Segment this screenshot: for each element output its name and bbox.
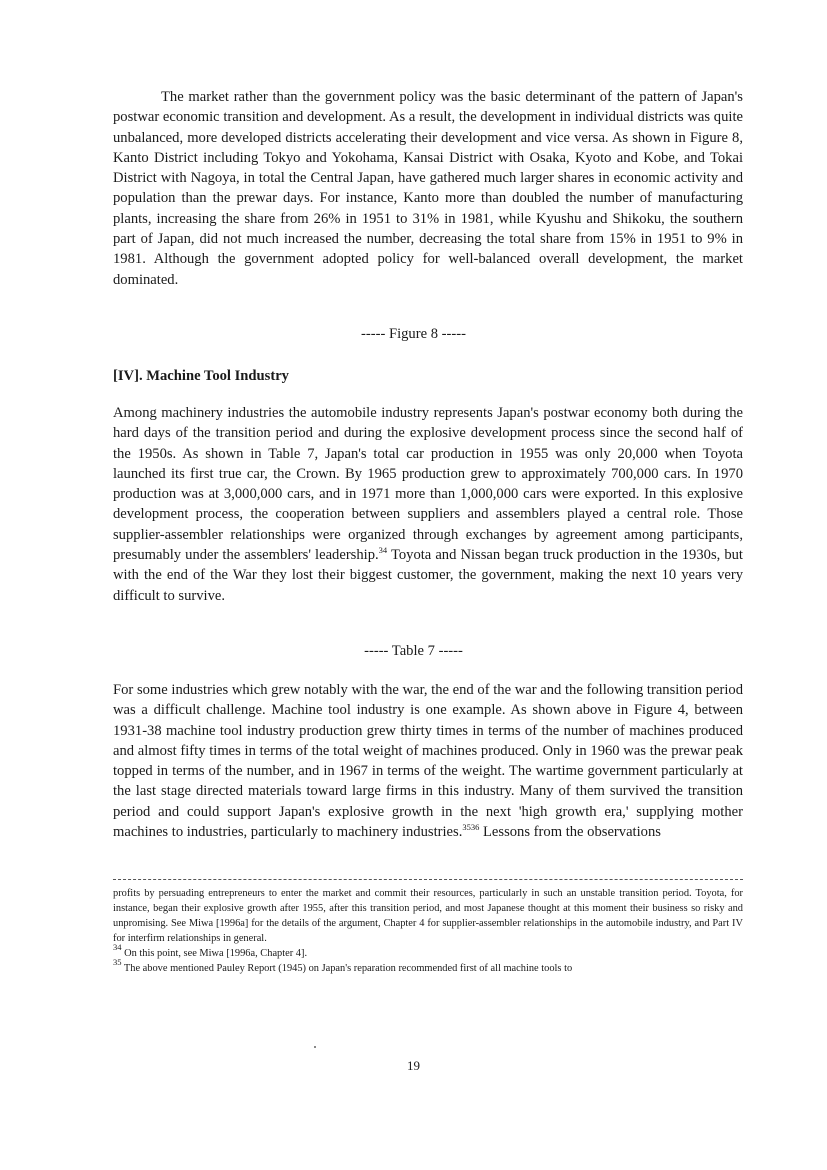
paragraph-text: The market rather than the government policy was the basic determinant of the pattern of Japan's postwar economic transition and development. As a result, the development in individual districts was quite unbalanced, more developed districts accelerating their development and vice versa. As shown in Figure 8, Kanto District including Tokyo and Yokohama, Kansai District with Osaka, Kyoto and Kobe, and Tokai District with Nagoya, in total the Central Japan, have gathered much larger shares in economic activity and population than the prewar days. For instance, Kanto more than doubled the number of manufacturing plants, increasing the share from 26% in 1951 to 31% in 1981, while Kyushu and Shikoku, the southern part of Japan, did not much increased the number, decreasing the total share from 15% in 1951 to 9% in 1981. Although the government adopted policy for well-balanced overall development, the market dominated. [113, 89, 743, 288]
footnote-number: 35 [113, 956, 122, 967]
table-7-placeholder: ----- Table 7 ----- [364, 643, 463, 659]
page-number: 19 [407, 1058, 420, 1073]
footnote-ref-35-36: 3536 [462, 822, 480, 833]
paragraph-text: For some industries which grew notably with the war, the end of the war and the following transition period was a difficult challenge. Machine tool industry is one example. As shown above in Figure 4, between 1931-38 machine tool industry production grew thirty times in terms of the number of machines produced and almost fifty times in terms of the total weight of machines produced. Only in 1960 was the prewar peak topped in terms of the number, and in 1967 in terms of the weight. The wartime government particularly at the last stage directed materials toward large firms in this industry. Many of them survived the transition period and could support Japan's explosive growth in the next 'high growth era,' supplying mother machines to industries, particularly to machinery industries. [113, 682, 743, 841]
footnote-ref-34: 34 [378, 545, 388, 556]
body-paragraph-automobile [113, 403, 743, 606]
footnote-number: 34 [113, 941, 122, 952]
footnote-text: On this point, see Miwa [1996a, Chapter 4]. [121, 947, 308, 959]
scan-speck [314, 1046, 316, 1048]
footnote-continuation: profits by persuading entrepreneurs to enter the market and commit their resources, particularly in such an unstable transition period. Toyota, for instance, began their explosive growth after 1955, after this transition period, and most Japanese thought at this moment their business so risky and unpromising. See Miwa [1996a] for the details of the argument, Chapter 4 for supplier-assembler relationships in the automobile industry, and Part IV for interfirm relationships in general. [113, 888, 743, 944]
body-paragraph-market [113, 87, 743, 290]
footnote-34 [113, 941, 743, 962]
footnotes [113, 887, 743, 976]
body-paragraph-machine-tool [113, 680, 743, 842]
footnote-text: The above mentioned Pauley Report (1945) on Japan's reparation recommended first of all machine tools to [121, 962, 573, 974]
footnote-35 [113, 956, 743, 977]
section-heading: [IV]. Machine Tool Industry [113, 368, 289, 384]
paragraph-text: Toyota and Nissan began truck production in the 1930s, but with the end of the War they lost their biggest customer, the government, making the next 10 years very difficult to survive. [113, 547, 743, 604]
figure-8-placeholder: ----- Figure 8 ----- [361, 326, 466, 342]
footnote-separator [113, 879, 743, 880]
paragraph-text: Among machinery industries the automobile industry represents Japan's postwar economy both during the hard days of the transition period and during the explosive development process since the second half of the 1950s. As shown in Table 7, Japan's total car production in 1955 was only 20,000 when Toyota launched its first true car, the Crown. By 1965 production grew to approximately 700,000 cars. In 1970 production was at 3,000,000 cars, and in 1971 more than 1,000,000 cars were exported. In this explosive development process, the cooperation between suppliers and assemblers played a central role. Those supplier-assembler relationships were organized through exchanges by agreement among participants, presumably under the assemblers' leadership. [113, 405, 743, 564]
paragraph-text: Lessons from the observations [479, 824, 661, 841]
